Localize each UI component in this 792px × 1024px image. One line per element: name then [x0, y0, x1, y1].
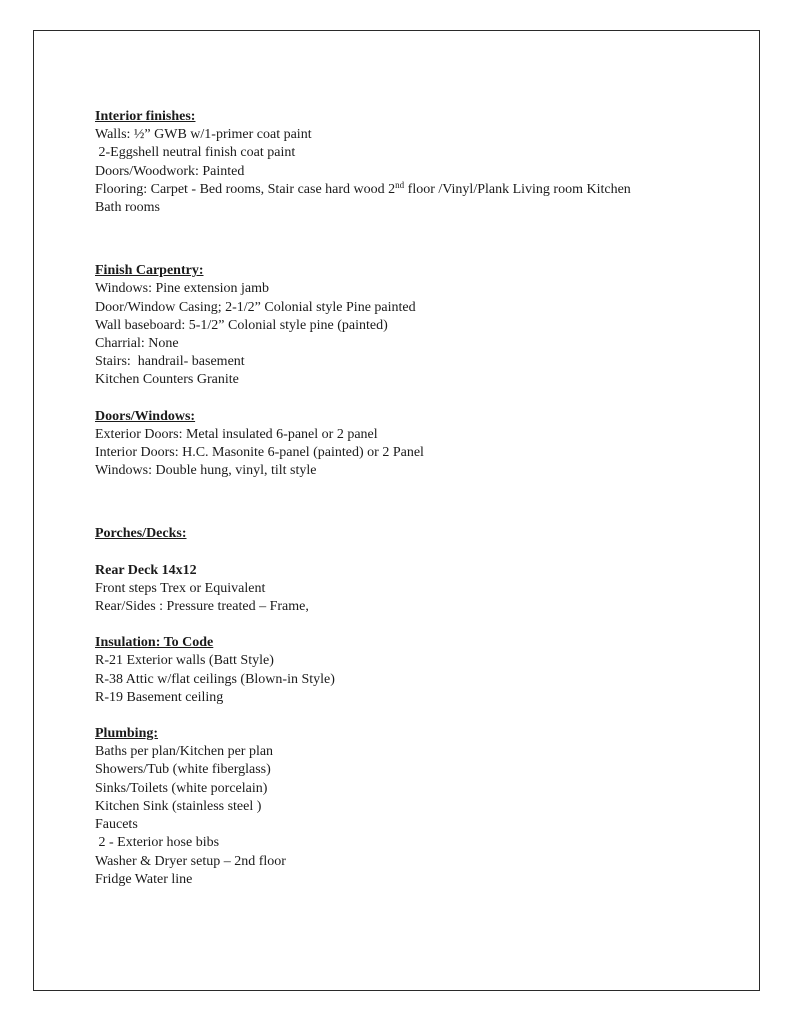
- porches-line: Rear/Sides : Pressure treated – Frame,: [95, 599, 309, 615]
- flooring-line-cont: Bath rooms: [95, 200, 160, 216]
- insulation-line: R-21 Exterior walls (Batt Style): [95, 653, 274, 669]
- insulation-line: R-19 Basement ceiling: [95, 689, 224, 705]
- section-heading-doors: Doors/Windows:: [95, 408, 196, 424]
- interior-line: Walls: ½” GWB w/1-primer coat paint: [95, 127, 312, 143]
- doors-windows-section: [95, 408, 735, 481]
- insulation-section: [95, 634, 735, 707]
- flooring-text-cont: floor /Vinyl/Plank Living room Kitchen: [404, 181, 631, 197]
- interior-line: Doors/Woodwork: Painted: [95, 163, 245, 179]
- section-heading-carpentry: Finish Carpentry:: [95, 263, 204, 279]
- doors-line: Windows: Double hung, vinyl, tilt style: [95, 463, 317, 479]
- section-heading-porches: Porches/Decks:: [95, 526, 187, 542]
- flooring-superscript: nd: [395, 179, 405, 190]
- carpentry-line: Stairs: handrail- basement: [95, 354, 245, 370]
- plumbing-line: 2 - Exterior hose bibs: [95, 835, 220, 851]
- plumbing-line: Fridge Water line: [95, 871, 193, 887]
- doors-line: Interior Doors: H.C. Masonite 6-panel (painted) or 2 Panel: [95, 445, 424, 461]
- carpentry-line: Kitchen Counters Granite: [95, 372, 239, 388]
- interior-line: 2-Eggshell neutral finish coat paint: [95, 145, 296, 161]
- insulation-line: R-38 Attic w/flat ceilings (Blown-in Style): [95, 671, 335, 687]
- section-heading-interior: Interior finishes:: [95, 109, 196, 124]
- carpentry-line: Windows: Pine extension jamb: [95, 281, 270, 297]
- porches-decks-section: [95, 525, 735, 616]
- porches-line: Front steps Trex or Equivalent: [95, 580, 266, 596]
- flooring-line: [95, 181, 735, 199]
- plumbing-line: Kitchen Sink (stainless steel ): [95, 798, 262, 814]
- plumbing-line: Sinks/Toilets (white porcelain): [95, 780, 268, 796]
- plumbing-section: [95, 725, 735, 889]
- finish-carpentry-section: [95, 262, 735, 389]
- section-heading-plumbing: Plumbing:: [95, 726, 159, 742]
- spec-document: [95, 108, 735, 889]
- carpentry-line: Wall baseboard: 5-1/2” Colonial style pine (painted): [95, 317, 388, 333]
- plumbing-line: Washer & Dryer setup – 2nd floor: [95, 853, 286, 869]
- interior-finishes-section: [95, 108, 735, 217]
- carpentry-line: Door/Window Casing; 2-1/2” Colonial style Pine painted: [95, 299, 416, 315]
- carpentry-line: Charrial: None: [95, 336, 179, 352]
- section-heading-insulation: Insulation: To Code: [95, 635, 214, 651]
- flooring-text: Flooring: Carpet - Bed rooms, Stair case hard wood 2: [95, 181, 396, 197]
- plumbing-line: Showers/Tub (white fiberglass): [95, 762, 271, 778]
- rear-deck-label: Rear Deck 14x12: [95, 562, 197, 578]
- plumbing-line: Faucets: [95, 817, 138, 833]
- doors-line: Exterior Doors: Metal insulated 6-panel or 2 panel: [95, 426, 378, 442]
- plumbing-line: Baths per plan/Kitchen per plan: [95, 744, 274, 760]
